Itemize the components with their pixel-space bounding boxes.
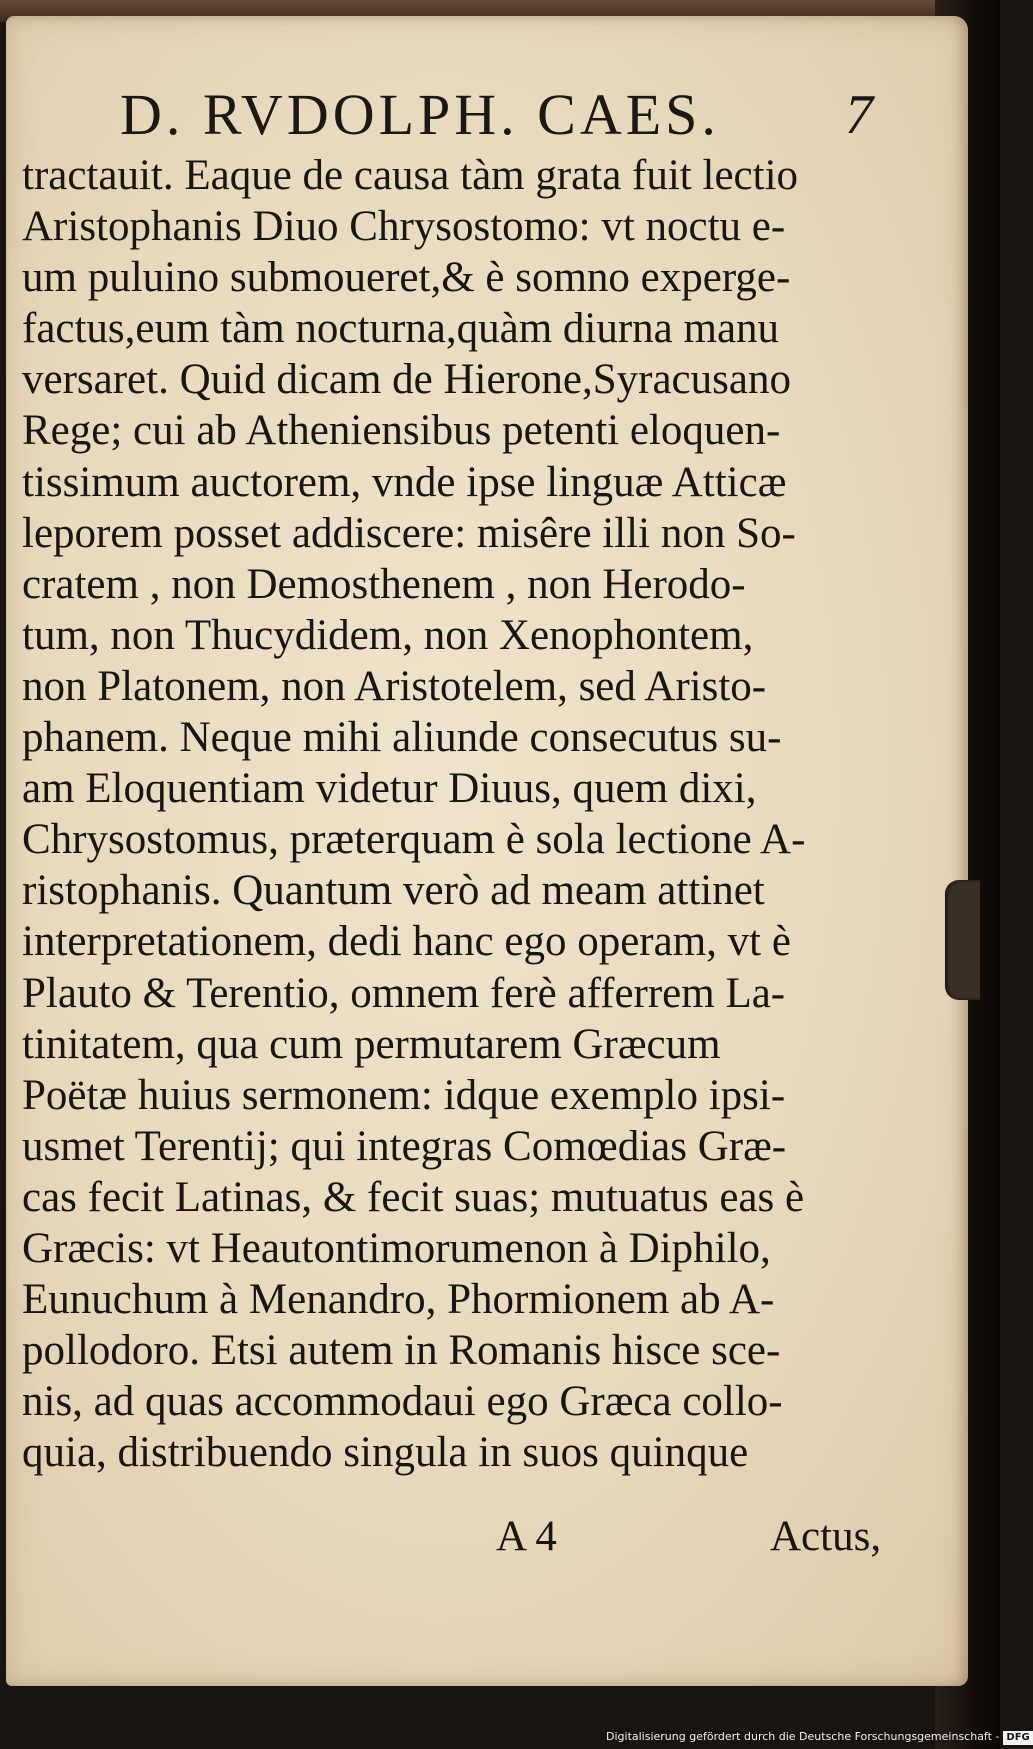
credit-text: Digitalisierung gefördert durch die Deutsche Forschungsgemeinschaft - [606,1730,1000,1743]
text-line: Græcis: vt Heautontimorumenon à Diphilo, [22,1224,771,1272]
dfg-logo: DFG [1003,1731,1032,1745]
page-tab [945,880,980,1000]
text-line: nis, ad quas accommodaui ego Græca collo- [22,1378,783,1426]
catchword: Actus, [770,1513,882,1560]
text-line: usmet Terentij; qui integras Comœdias Græ- [22,1122,787,1170]
text-line: non Platonem, non Aristotelem, sed Aristo- [22,662,767,710]
text-line: ristophanis. Quantum verò ad meam attinet [22,867,765,915]
text-line: interpretationem, dedi hanc ego operam, vt è [22,918,791,966]
folio-number: 7 [845,84,877,146]
text-line: leporem posset addiscere: misêre illi non So- [22,509,796,557]
body-text [22,150,902,1478]
signature-mark: A 4 [496,1513,557,1560]
text-line: Rege; cui ab Atheniensibus petenti eloquen- [22,407,781,455]
text-line: phanem. Neque mihi aliunde consecutus su- [22,714,782,762]
text-line: tinitatem, qua cum permutarem Græcum [22,1020,721,1068]
text-line: quia, distribuendo singula in suos quinque [22,1429,749,1477]
text-line: Plauto & Terentio, omnem ferè afferrem La- [22,969,786,1017]
text-line: Chrysostomus, præterquam è sola lectione A- [22,816,806,864]
text-line: Poëtæ huius sermonem: idque exemplo ipsi- [22,1071,786,1119]
page-footer [0,1512,960,1564]
page-header [120,80,920,150]
text-line: cas fecit Latinas, & fecit suas; mutuatus eas è [22,1173,805,1221]
text-line: tum, non Thucydidem, non Xenophontem, [22,611,754,659]
text-line: cratem , non Demosthenem , non Herodo- [22,560,746,608]
text-line: versaret. Quid dicam de Hierone,Syracusano [22,356,791,404]
text-line: tractauit. Eaque de causa tàm grata fuit lectio [22,152,799,199]
text-line: pollodoro. Etsi autem in Romanis hisce sce- [22,1327,781,1375]
digitization-credit [606,1729,1030,1745]
running-head: D. RVDOLPH. CAES. [120,82,720,147]
text-line: factus,eum tàm nocturna,quàm diurna manu [22,305,780,353]
text-line: am Eloquentiam videtur Diuus, quem dixi, [22,765,757,813]
text-line: Eunuchum à Menandro, Phormionem ab A- [22,1276,775,1324]
text-line: tissimum auctorem, vnde ipse linguæ Atticæ [22,458,787,506]
text-line: Aristophanis Diuo Chrysostomo: vt noctu e- [22,203,786,251]
text-line: um puluino submoueret,& è somno experge- [22,254,791,302]
